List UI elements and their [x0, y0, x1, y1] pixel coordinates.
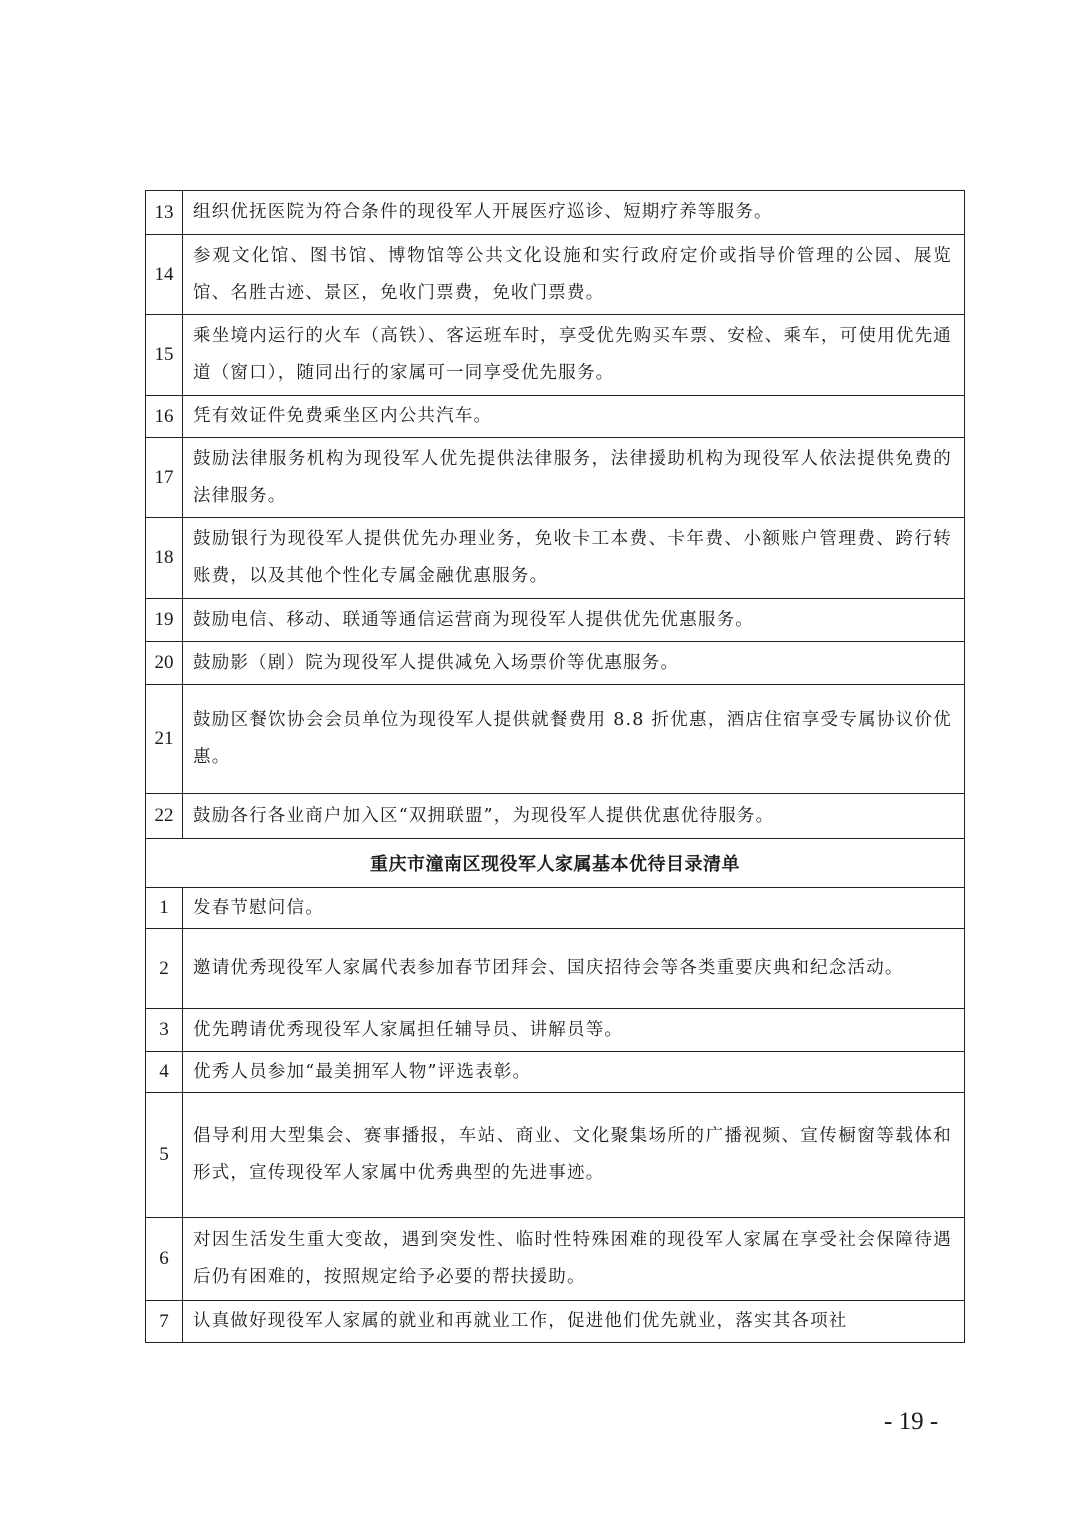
row-text: 优先聘请优秀现役军人家属担任辅导员、讲解员等。 — [183, 1009, 965, 1052]
row-text: 对因生活发生重大变故，遇到突发性、临时性特殊困难的现役军人家属在享受社会保障待遇后仍有困难的，按照规定给予必要的帮扶援助。 — [183, 1218, 965, 1301]
table-row — [146, 642, 965, 685]
table-row — [146, 518, 965, 599]
page-number: - 19 - — [884, 1408, 939, 1435]
table-row — [146, 396, 965, 438]
table-row — [146, 929, 965, 1009]
table-row — [146, 235, 965, 315]
row-number: 18 — [146, 518, 183, 599]
table-row — [146, 1093, 965, 1218]
row-text: 鼓励各行各业商户加入区“双拥联盟”，为现役军人提供优惠优待服务。 — [183, 794, 965, 839]
row-number: 5 — [146, 1093, 183, 1218]
section-header-row — [146, 839, 965, 888]
row-text: 发春节慰问信。 — [183, 888, 965, 929]
table-row — [146, 1301, 965, 1343]
row-number: 1 — [146, 888, 183, 929]
row-number: 19 — [146, 599, 183, 642]
row-number: 13 — [146, 191, 183, 235]
row-text: 凭有效证件免费乘坐区内公共汽车。 — [183, 396, 965, 438]
row-text: 鼓励电信、移动、联通等通信运营商为现役军人提供优先优惠服务。 — [183, 599, 965, 642]
table-row — [146, 438, 965, 518]
row-number: 16 — [146, 396, 183, 438]
row-text: 认真做好现役军人家属的就业和再就业工作，促进他们优先就业，落实其各项社 — [183, 1301, 965, 1343]
benefits-table — [145, 190, 965, 1343]
row-text: 鼓励法律服务机构为现役军人优先提供法律服务，法律援助机构为现役军人依法提供免费的法律服务。 — [183, 438, 965, 518]
row-text: 鼓励区餐饮协会会员单位为现役军人提供就餐费用 8.8 折优惠，酒店住宿享受专属协议价优惠。 — [183, 685, 965, 794]
table-row — [146, 315, 965, 396]
table-row — [146, 794, 965, 839]
row-text: 优秀人员参加“最美拥军人物”评选表彰。 — [183, 1052, 965, 1093]
row-text: 鼓励影（剧）院为现役军人提供减免入场票价等优惠服务。 — [183, 642, 965, 685]
row-text: 参观文化馆、图书馆、博物馆等公共文化设施和实行政府定价或指导价管理的公园、展览馆、名胜古迹、景区，免收门票费，免收门票费。 — [183, 235, 965, 315]
section-title: 重庆市潼南区现役军人家属基本优待目录清单 — [146, 839, 965, 888]
row-text: 邀请优秀现役军人家属代表参加春节团拜会、国庆招待会等各类重要庆典和纪念活动。 — [183, 929, 965, 1009]
row-text: 倡导利用大型集会、赛事播报，车站、商业、文化聚集场所的广播视频、宣传橱窗等载体和形式，宣传现役军人家属中优秀典型的先进事迹。 — [183, 1093, 965, 1218]
table-row — [146, 191, 965, 235]
row-number: 17 — [146, 438, 183, 518]
row-text: 组织优抚医院为符合条件的现役军人开展医疗巡诊、短期疗养等服务。 — [183, 191, 965, 235]
row-number: 4 — [146, 1052, 183, 1093]
table-row — [146, 685, 965, 794]
row-number: 3 — [146, 1009, 183, 1052]
table-row — [146, 1009, 965, 1052]
row-number: 14 — [146, 235, 183, 315]
row-text: 鼓励银行为现役军人提供优先办理业务，免收卡工本费、卡年费、小额账户管理费、跨行转账费，以及其他个性化专属金融优惠服务。 — [183, 518, 965, 599]
row-number: 6 — [146, 1218, 183, 1301]
row-number: 22 — [146, 794, 183, 839]
table-row — [146, 1052, 965, 1093]
table-row — [146, 1218, 965, 1301]
document-table-wrapper — [145, 190, 964, 1343]
table-row — [146, 888, 965, 929]
row-number: 15 — [146, 315, 183, 396]
row-number: 20 — [146, 642, 183, 685]
row-text: 乘坐境内运行的火车（高铁）、客运班车时，享受优先购买车票、安检、乘车，可使用优先通道（窗口），随同出行的家属可一同享受优先服务。 — [183, 315, 965, 396]
row-number: 21 — [146, 685, 183, 794]
row-number: 2 — [146, 929, 183, 1009]
row-number: 7 — [146, 1301, 183, 1343]
table-row — [146, 599, 965, 642]
